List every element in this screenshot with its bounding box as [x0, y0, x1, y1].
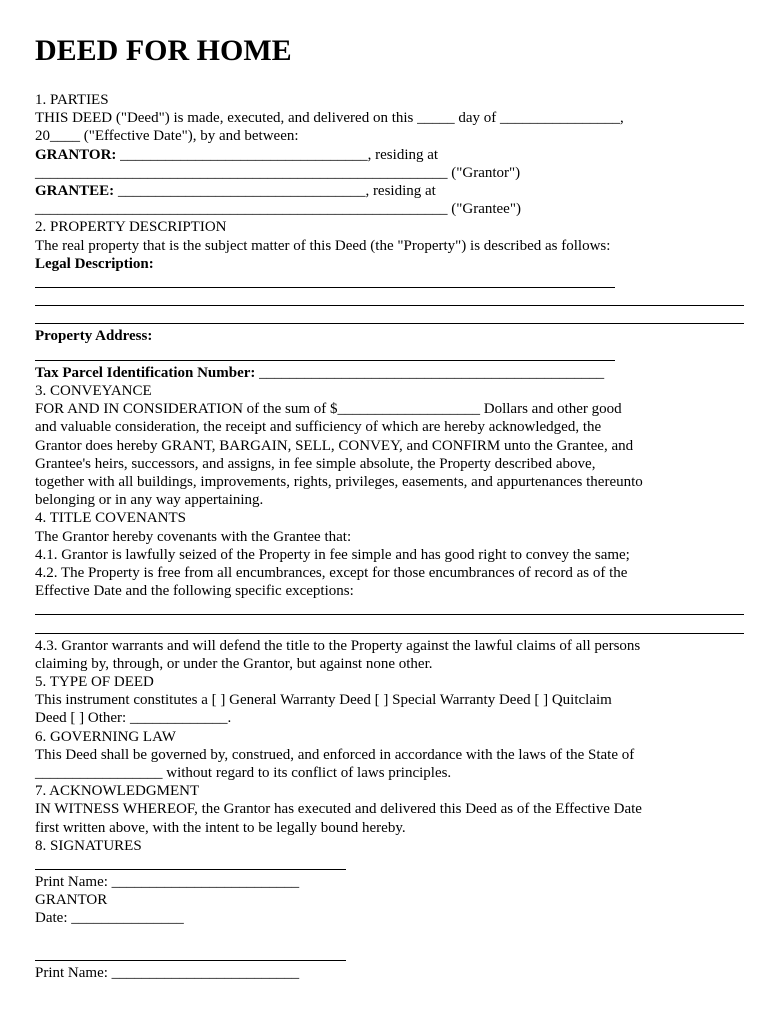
- conveyance-line-1: FOR AND IN CONSIDERATION of the sum of $___________________ Dollars and other good: [35, 401, 622, 418]
- deed-type-line-2: Deed [ ] Other: _____________.: [35, 710, 232, 727]
- covenants-line-1: The Grantor hereby covenants with the Grantee that:: [35, 528, 352, 545]
- parcel-number-label: Tax Parcel Identification Number:: [35, 364, 256, 381]
- document-title: DEED FOR HOME: [35, 34, 292, 67]
- exceptions-rule-1: [35, 600, 745, 618]
- conveyance-line-2: and valuable consideration, the receipt and sufficiency of which are hereby acknowledged, the: [35, 419, 602, 436]
- conveyance-line-4: Grantee's heirs, successors, and assigns, in fee simple absolute, the Property described above,: [35, 455, 596, 472]
- grantor-signature-rule: [35, 855, 745, 873]
- section-heading-property: 2. PROPERTY DESCRIPTION: [35, 219, 227, 236]
- parcel-number-blank: ______________________________________________: [255, 364, 605, 381]
- section-heading-covenants: 4. TITLE COVENANTS: [35, 510, 186, 527]
- governing-law-line-2: _________________ without regard to its conflict of laws principles.: [35, 764, 452, 781]
- section-heading-deed-type: 5. TYPE OF DEED: [35, 674, 154, 690]
- covenants-line-6: claiming by, through, or under the Grantor, but against none other.: [35, 655, 433, 672]
- grantor-date: Date: _______________: [35, 910, 184, 927]
- deed-type-line-1: This instrument constitutes a [ ] General Warranty Deed [ ] Special Warranty Deed [ ] Quitclaim: [35, 692, 612, 709]
- grantor-address-blank: _______________________________________________________ ("Grantor"): [35, 164, 521, 181]
- section-heading-governing-law: 6. GOVERNING LAW: [35, 728, 176, 745]
- governing-law-line-1: This Deed shall be governed by, construed, and enforced in accordance with the laws of the State of: [35, 746, 635, 763]
- property-address-label: Property Address:: [35, 328, 153, 345]
- grantor-name-blank: _________________________________, residing at: [116, 146, 439, 163]
- grantee-signature-rule: [35, 946, 745, 964]
- document-body: [35, 91, 745, 982]
- exceptions-rule-2: [35, 618, 745, 636]
- grantor-label: GRANTOR:: [35, 146, 117, 163]
- conveyance-line-5: together with all buildings, improvements, rights, privileges, easements, and appurtenances thereunto: [35, 473, 643, 490]
- covenants-line-5: 4.3. Grantor warrants and will defend the title to the Property against the lawful claims of all persons: [35, 637, 641, 654]
- legal-description-rule-3: [35, 309, 745, 327]
- signature-spacer: [35, 928, 745, 946]
- grantee-label: GRANTEE:: [35, 182, 115, 199]
- section-heading-conveyance: 3. CONVEYANCE: [35, 383, 152, 399]
- section-heading-parties: 1. PARTIES: [35, 92, 109, 108]
- parcel-number-line: [35, 364, 745, 382]
- grantor-print-name: Print Name: _________________________: [35, 874, 300, 891]
- property-address-rule: [35, 346, 745, 364]
- grantee-address-blank: _______________________________________________________ ("Grantee"): [35, 201, 521, 218]
- conveyance-line-3: Grantor does hereby GRANT, BARGAIN, SELL, CONVEY, and CONFIRM unto the Grantee, and: [35, 437, 634, 454]
- covenants-line-3: 4.2. The Property is free from all encumbrances, except for those encumbrances of record as of the: [35, 564, 628, 581]
- grantor-line: [35, 146, 745, 164]
- grantor-role-label: GRANTOR: [35, 892, 108, 909]
- acknowledgment-line-1: IN WITNESS WHEREOF, the Grantor has executed and delivered this Deed as of the Effective Date: [35, 801, 642, 818]
- grantee-name-blank: _________________________________, residing at: [114, 182, 436, 199]
- covenants-line-4: Effective Date and the following specific exceptions:: [35, 583, 354, 600]
- covenants-line-2: 4.1. Grantor is lawfully seized of the Property in fee simple and has good right to convey the same;: [35, 546, 630, 563]
- legal-description-rule-1: [35, 273, 745, 291]
- parties-line-1: THIS DEED ("Deed") is made, executed, and delivered on this _____ day of ________________,: [35, 110, 624, 127]
- parties-line-2: 20____ ("Effective Date"), by and between:: [35, 128, 299, 145]
- grantee-line: [35, 182, 745, 200]
- conveyance-line-6: belonging or in any way appertaining.: [35, 492, 264, 509]
- section-heading-signatures: 8. SIGNATURES: [35, 837, 142, 854]
- acknowledgment-line-2: first written above, with the intent to be legally bound hereby.: [35, 819, 406, 836]
- grantee-print-name: Print Name: _________________________: [35, 965, 300, 981]
- section-heading-acknowledgment: 7. ACKNOWLEDGMENT: [35, 783, 200, 800]
- legal-description-rule-2: [35, 291, 745, 309]
- legal-description-label: Legal Description:: [35, 255, 154, 272]
- property-intro: The real property that is the subject matter of this Deed (the "Property") is described as follows:: [35, 237, 611, 254]
